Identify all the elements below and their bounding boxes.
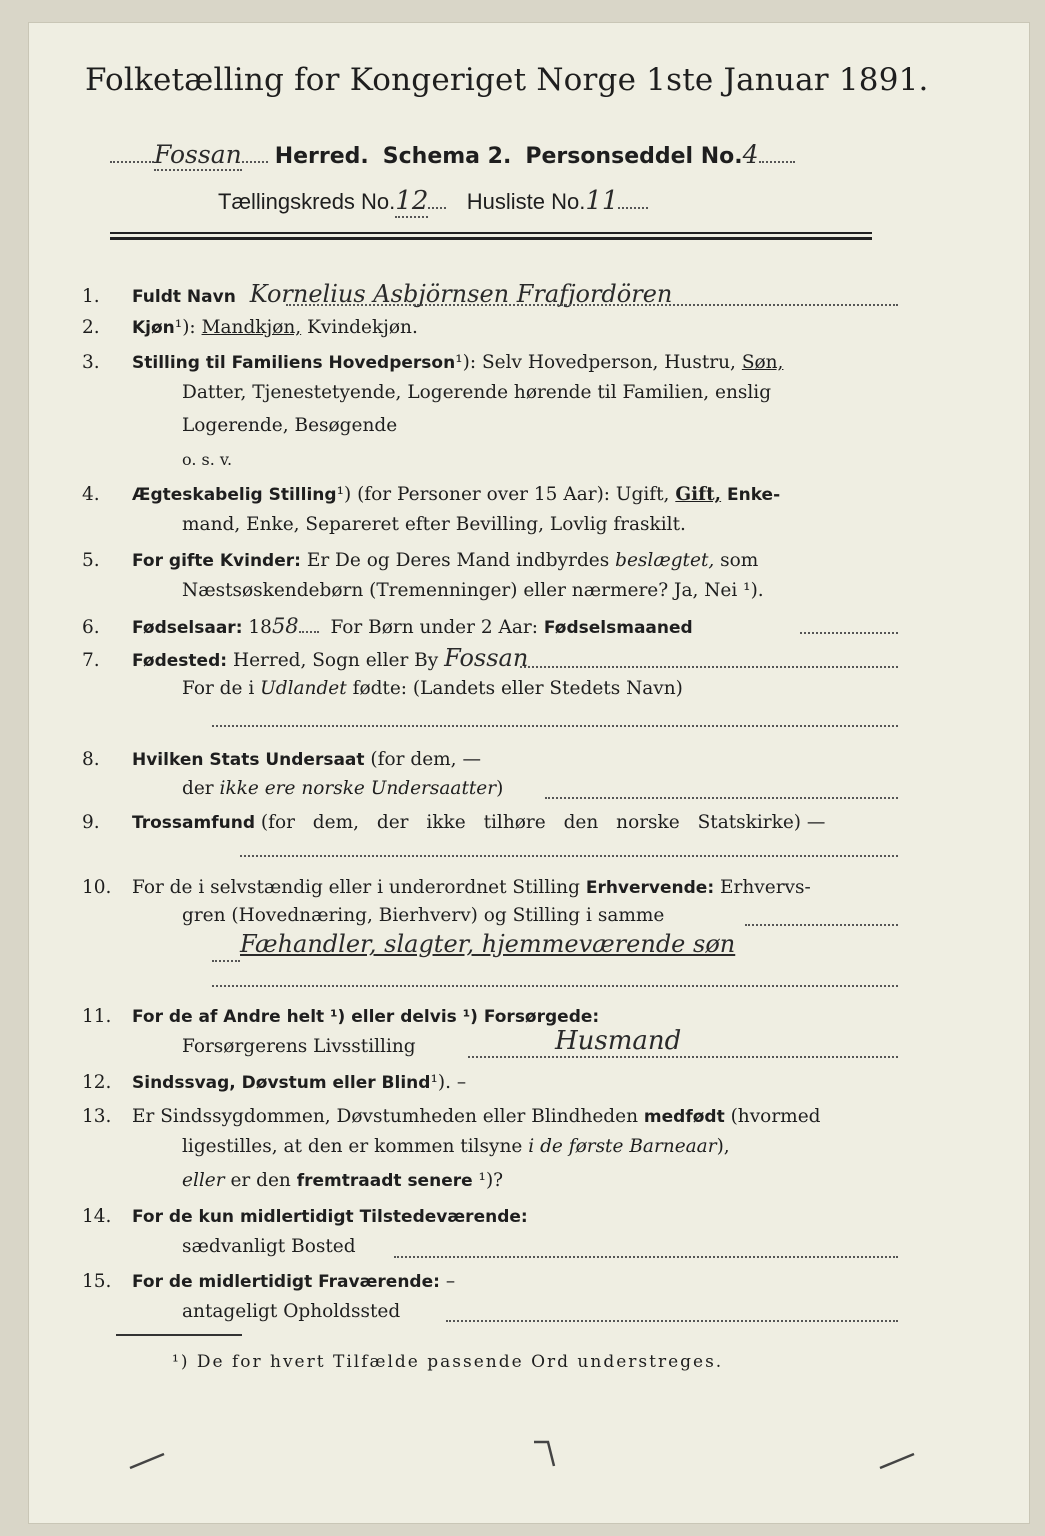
q15-label: For de midlertidigt Fraværende: xyxy=(132,1272,440,1292)
kreds-value: 12 xyxy=(395,186,429,216)
q3-text-1: Selv Hovedperson, Hustru, xyxy=(481,352,736,373)
q7-number: 7. xyxy=(82,650,100,671)
q13-text-3a: er den xyxy=(230,1170,291,1191)
herred-label: Herred. xyxy=(274,144,369,169)
q2-sup: ¹): xyxy=(174,317,196,338)
q5-text-1: Er De og Deres Mand indbyrdes xyxy=(306,550,610,571)
q3-sup: ¹): xyxy=(455,352,477,373)
q9-dash: — xyxy=(806,812,826,833)
q6-row xyxy=(82,612,693,643)
q7-text-2 xyxy=(182,678,683,699)
header-rule-thin xyxy=(110,232,872,234)
q13-text-2 xyxy=(182,1136,730,1157)
q7-value: Fossan xyxy=(444,644,529,672)
corner-mark-center xyxy=(530,1430,560,1470)
q10-text-1a: For de i selvstændig eller i underordnet Stilling xyxy=(132,877,580,898)
q8-label-2: Undersaat xyxy=(265,750,365,770)
q15-number: 15. xyxy=(82,1271,112,1292)
q8-text-2a: der xyxy=(182,778,214,799)
q6-value: 58 xyxy=(271,614,299,638)
q15-row xyxy=(82,1267,455,1297)
q7-text: Herred, Sogn eller By xyxy=(232,650,439,671)
q11-text-2: Forsørgerens Livsstilling xyxy=(182,1036,416,1057)
q4-sup: ¹) xyxy=(336,484,352,505)
q7-label: Fødested: xyxy=(132,651,228,671)
herred-value: Fossan xyxy=(154,140,242,169)
q10-row xyxy=(82,873,811,903)
q13-text-2a: ligestilles, at den er kommen tilsyne xyxy=(182,1136,523,1157)
q3-row xyxy=(82,348,783,378)
q13-medfodt: medfødt xyxy=(643,1107,725,1127)
q9-row xyxy=(82,808,825,838)
personseddel-value: 4 xyxy=(742,140,759,169)
kreds-label: Tællingskreds No. xyxy=(218,189,396,214)
q10-text-2: gren (Hovednæring, Bierhverv) og Stilling i samme xyxy=(182,905,665,926)
q8-text-2 xyxy=(182,778,503,799)
q11-fill-line xyxy=(468,1056,898,1058)
q11-label: For de af Andre helt ¹) eller delvis ¹) Forsørgede: xyxy=(132,1007,600,1027)
q5-italic: beslægtet, xyxy=(615,550,715,571)
q14-label: For de kun midlertidigt Tilstedeværende: xyxy=(132,1207,528,1227)
q8-italic: ikke ere norske Undersaatter xyxy=(219,778,497,799)
q10-fill-line-3 xyxy=(212,985,898,987)
q6-prefix: 18 xyxy=(248,617,272,638)
husliste-label: Husliste No. xyxy=(466,189,586,214)
q1-row xyxy=(82,280,672,312)
q9-fill-line xyxy=(240,855,898,857)
q2-number: 2. xyxy=(82,317,100,338)
q6-fill-line xyxy=(800,632,898,634)
q2-option-female: Kvindekjøn. xyxy=(307,317,418,338)
q11-row xyxy=(82,1002,599,1032)
q4-row xyxy=(82,480,780,510)
form-title: Folketælling for Kongeriget Norge 1ste Januar 1891. xyxy=(85,62,929,98)
q13-italic: i de første Barneaar xyxy=(528,1136,717,1157)
q10-label: Erhvervende: xyxy=(585,878,715,898)
q7-udlandet: Udlandet xyxy=(260,678,347,699)
q10-value: Fæhandler, slagter, hjemmeværende søn xyxy=(240,930,736,958)
q3-text-2: Datter, Tjenestetyende, Logerende hørende til Familien, enslig xyxy=(182,382,772,403)
q10-fill-line-2a xyxy=(212,960,240,962)
q15-fill-line xyxy=(446,1320,898,1322)
q3-text-4: o. s. v. xyxy=(182,450,233,469)
q14-fill-line xyxy=(394,1256,898,1258)
q12-text: ¹). – xyxy=(430,1072,467,1093)
q8-text-2b: ) xyxy=(496,778,504,799)
q6-label-2: Fødselsmaaned xyxy=(543,618,693,638)
q1-value: Kornelius Asbjörnsen Frafjordören xyxy=(249,280,673,308)
q12-label: Sindssvag, Døvstum eller Blind xyxy=(132,1073,431,1093)
husliste-value: 11 xyxy=(585,186,619,216)
q8-row xyxy=(82,745,481,775)
q13-number: 13. xyxy=(82,1106,112,1127)
q12-number: 12. xyxy=(82,1072,112,1093)
q4-number: 4. xyxy=(82,484,100,505)
q7-text-2b: fødte: (Landets eller Stedets Navn) xyxy=(352,678,683,699)
q13-row xyxy=(82,1102,821,1132)
q8-number: 8. xyxy=(82,749,100,770)
q7-fill-line-2 xyxy=(212,725,898,727)
q15-text-2: antageligt Opholdssted xyxy=(182,1301,401,1322)
q4-label: Ægteskabelig Stilling xyxy=(132,485,337,505)
schema-label: Schema 2. xyxy=(382,144,512,169)
q13-text-3 xyxy=(182,1170,503,1191)
q14-number: 14. xyxy=(82,1206,112,1227)
q4-text-2: mand, Enke, Separeret efter Bevilling, Lovlig fraskilt. xyxy=(182,514,686,535)
q10-number: 10. xyxy=(82,877,112,898)
herred-line xyxy=(110,140,795,169)
q3-text-3: Logerende, Besøgende xyxy=(182,415,398,436)
footnote: ¹) De for hvert Tilfælde passende Ord understreges. xyxy=(172,1352,724,1372)
q8-label: Hvilken Stats xyxy=(132,750,260,770)
q5-label: For gifte Kvinder: xyxy=(132,551,301,571)
q3-label: Stilling til Familiens Hovedperson xyxy=(132,353,456,373)
q11-number: 11. xyxy=(82,1006,112,1027)
q13-fremtraadt: fremtraadt senere xyxy=(296,1171,473,1191)
personseddel-label: Personseddel No. xyxy=(525,144,743,169)
q9-number: 9. xyxy=(82,812,100,833)
q6-number: 6. xyxy=(82,617,100,638)
q7-text-2a: For de i xyxy=(182,678,255,699)
q1-fill-line xyxy=(286,304,898,306)
corner-mark-left xyxy=(128,1450,168,1472)
corner-mark-right xyxy=(878,1450,918,1472)
q13-text-3b: ¹)? xyxy=(478,1170,504,1191)
q15-dash: – xyxy=(445,1271,456,1292)
q14-row xyxy=(82,1202,528,1232)
q4-option-enke: Enke- xyxy=(726,485,781,505)
q1-label: Fuldt Navn xyxy=(132,287,236,307)
q13-eller: eller xyxy=(182,1170,225,1191)
q4-text-1: (for Personer over 15 Aar): Ugift, xyxy=(357,484,670,505)
q8-fill-line xyxy=(545,797,898,799)
q2-label: Kjøn xyxy=(132,318,175,338)
kreds-line xyxy=(218,186,648,216)
q3-option-son: Søn, xyxy=(741,352,784,373)
q7-row xyxy=(82,644,528,676)
q14-text-2: sædvanligt Bosted xyxy=(182,1236,356,1257)
q11-value: Husmand xyxy=(555,1026,682,1056)
footnote-rule xyxy=(116,1334,242,1336)
q6-label: Fødselsaar: xyxy=(132,618,243,638)
q13-text-1a: Er Sindssygdommen, Døvstumheden eller Blindheden xyxy=(132,1106,639,1127)
q8-text-1: (for dem, xyxy=(370,749,457,770)
q2-option-male: Mandkjøn, xyxy=(201,317,302,338)
q13-text-1b: (hvormed xyxy=(730,1106,821,1127)
q5-number: 5. xyxy=(82,550,100,571)
q2-row xyxy=(82,313,418,343)
q10-fill-line xyxy=(745,924,898,926)
q10-text-1b: Erhvervs- xyxy=(720,877,811,898)
header-rule-thick xyxy=(110,237,872,240)
q5-row xyxy=(82,546,758,576)
q8-dash: — xyxy=(462,749,481,770)
q9-text: (for dem, der ikke tilhøre den norske Statskirke) xyxy=(260,812,801,833)
q7-fill-line xyxy=(520,666,898,668)
q9-label: Trossamfund xyxy=(132,813,255,833)
q6-text: For Børn under 2 Aar: xyxy=(330,617,538,638)
q5-text-2: Næstsøskendebørn (Tremenninger) eller nærmere? Ja, Nei ¹). xyxy=(182,580,764,601)
q12-row xyxy=(82,1068,466,1098)
q3-number: 3. xyxy=(82,352,100,373)
q13-text-2b: ), xyxy=(716,1136,730,1157)
q5-text-1b: som xyxy=(720,550,759,571)
q1-number: 1. xyxy=(82,286,100,307)
q4-option-gift: Gift, xyxy=(675,484,722,505)
